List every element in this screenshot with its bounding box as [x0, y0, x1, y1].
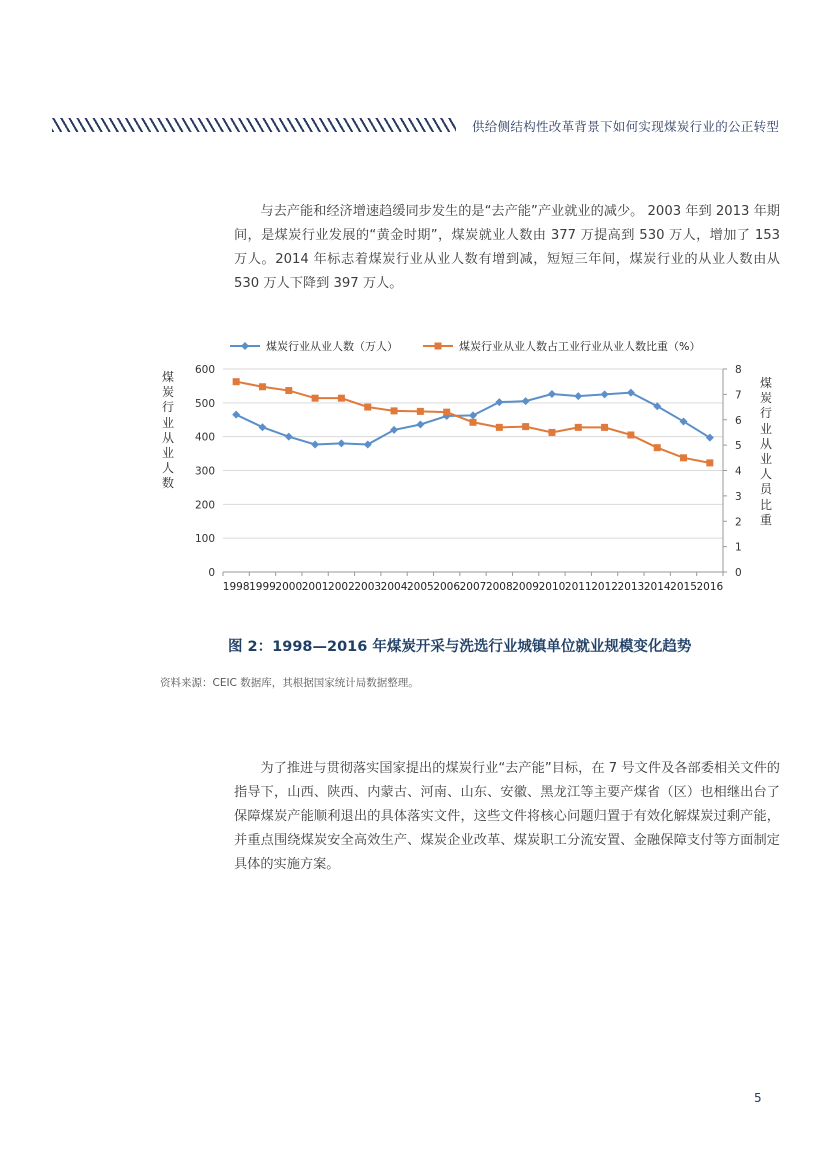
data-point-series-1 — [495, 398, 503, 406]
data-point-series-2 — [601, 424, 608, 431]
left-tick-label: 500 — [194, 397, 215, 410]
data-point-series-1 — [653, 402, 661, 410]
right-axis-title: 煤炭行业从业人员比重 — [759, 376, 772, 527]
right-tick-label: 6 — [735, 414, 742, 427]
data-point-series-2 — [285, 387, 292, 394]
page-number: 5 — [754, 1091, 762, 1105]
data-point-series-2 — [575, 424, 582, 431]
right-tick-label: 2 — [735, 516, 742, 529]
data-point-series-2 — [627, 431, 634, 438]
x-tick-label: 2004 — [380, 581, 408, 593]
data-point-series-1 — [285, 433, 293, 441]
x-tick-label: 2006 — [433, 581, 461, 593]
x-tick-label: 2005 — [407, 581, 434, 593]
x-tick-label: 2015 — [670, 581, 697, 593]
right-axis-ticks — [723, 364, 742, 579]
right-tick-label: 4 — [735, 465, 742, 478]
chart-legend — [230, 339, 700, 353]
data-point-series-1 — [337, 439, 345, 447]
data-point-series-2 — [364, 404, 371, 411]
x-tick-label: 2007 — [459, 581, 487, 593]
x-tick-label: 1998 — [222, 581, 250, 593]
x-tick-label: 2001 — [301, 581, 329, 593]
data-point-series-2 — [417, 408, 424, 415]
header-title: 供给侧结构性改革背景下如何实现煤炭行业的公正转型 — [472, 119, 780, 134]
data-point-series-2 — [443, 409, 450, 416]
figure-caption: 图 2：1998—2016 年煤炭开采与洗选行业城镇单位就业规模变化趋势 — [228, 639, 692, 655]
legend-marker-2 — [435, 343, 442, 350]
data-point-series-1 — [416, 420, 424, 428]
employment-trend-chart — [150, 328, 790, 600]
left-tick-label: 300 — [194, 465, 215, 478]
chart-series — [232, 378, 714, 466]
data-point-series-1 — [601, 390, 609, 398]
header-hatch-decoration — [52, 118, 456, 132]
legend-label-1: 煤炭行业从业人数（万人） — [266, 340, 398, 353]
left-tick-label: 0 — [208, 567, 215, 579]
data-point-series-1 — [627, 389, 635, 397]
data-point-series-1 — [390, 426, 398, 434]
data-point-series-1 — [311, 440, 319, 448]
x-tick-label: 2000 — [275, 581, 303, 593]
data-point-series-2 — [259, 383, 266, 390]
x-tick-label: 2009 — [512, 581, 539, 593]
legend-marker-1 — [241, 342, 249, 350]
left-axis-title: 煤炭行业从业人数 — [161, 370, 174, 491]
data-point-series-2 — [654, 444, 661, 451]
data-point-series-1 — [258, 423, 266, 431]
data-point-series-2 — [470, 419, 477, 426]
data-point-series-2 — [338, 395, 345, 402]
data-point-series-2 — [391, 407, 398, 414]
figure-source: 资料来源：CEIC 数据库，其根据国家统计局数据整理。 — [160, 677, 419, 689]
right-tick-label: 8 — [735, 364, 742, 376]
data-point-series-2 — [233, 378, 240, 385]
right-tick-label: 0 — [735, 567, 742, 579]
x-axis-ticks — [223, 572, 724, 593]
x-tick-label: 1999 — [249, 581, 276, 593]
left-tick-label: 100 — [194, 533, 215, 546]
right-tick-label: 3 — [735, 490, 742, 503]
x-tick-label: 2008 — [485, 581, 513, 593]
right-tick-label: 7 — [735, 389, 742, 402]
x-tick-label: 2002 — [328, 581, 355, 593]
x-tick-label: 2003 — [354, 581, 382, 593]
x-tick-label: 2016 — [696, 581, 724, 593]
left-tick-label: 400 — [194, 431, 215, 444]
left-tick-label: 600 — [194, 364, 215, 376]
x-tick-label: 2013 — [617, 581, 645, 593]
data-point-series-2 — [522, 423, 529, 430]
data-point-series-2 — [548, 429, 555, 436]
x-tick-label: 2010 — [538, 581, 566, 593]
data-point-series-2 — [312, 395, 319, 402]
paragraph-employment-decline: 与去产能和经济增速趋缓同步发生的是“去产能”产业就业的减少。 2003 年到 2013 年期间，是煤炭行业发展的“黄金时期”，煤炭就业人数由 377 万提高到 530 万人，增加了 153 万人。2014 年标志着煤炭行业从业人数有增到减，短短三年间，煤炭行业的从业人数由从 530 万人下降到 397 万人。 — [234, 204, 780, 291]
data-point-series-1 — [548, 390, 556, 398]
data-point-series-1 — [522, 397, 530, 405]
x-tick-label: 2012 — [591, 581, 618, 593]
left-tick-label: 200 — [194, 499, 215, 512]
data-point-series-2 — [706, 459, 713, 466]
data-point-series-2 — [680, 454, 687, 461]
data-point-series-1 — [364, 440, 372, 448]
x-tick-label: 2014 — [643, 581, 671, 593]
right-tick-label: 1 — [735, 541, 742, 554]
right-tick-label: 5 — [735, 440, 742, 453]
left-axis-ticks — [195, 364, 215, 579]
data-point-series-1 — [574, 392, 582, 400]
legend-label-2: 煤炭行业从业人数占工业行业从业人数比重（%） — [459, 340, 701, 353]
paragraph-policy-measures: 为了推进与贯彻落实国家提出的煤炭行业“去产能”目标，在 7 号文件及各部委相关文件的指导下，山西、陕西、内蒙古、河南、山东、安徽、黑龙江等主要产煤省（区）也相继出台了保障煤炭产能顺利退出的具体落实文件，这些文件将核心问题归置于有效化解煤炭过剩产能，并重点围绕煤炭安全高效生产、煤炭企业改革、煤炭职工分流安置、金融保障支付等方面制定具体的实施方案。 — [234, 761, 780, 872]
data-point-series-2 — [496, 424, 503, 431]
data-point-series-1 — [232, 411, 240, 419]
chart-gridlines — [223, 369, 723, 572]
data-point-series-1 — [469, 411, 477, 419]
x-tick-label: 2011 — [564, 581, 592, 593]
